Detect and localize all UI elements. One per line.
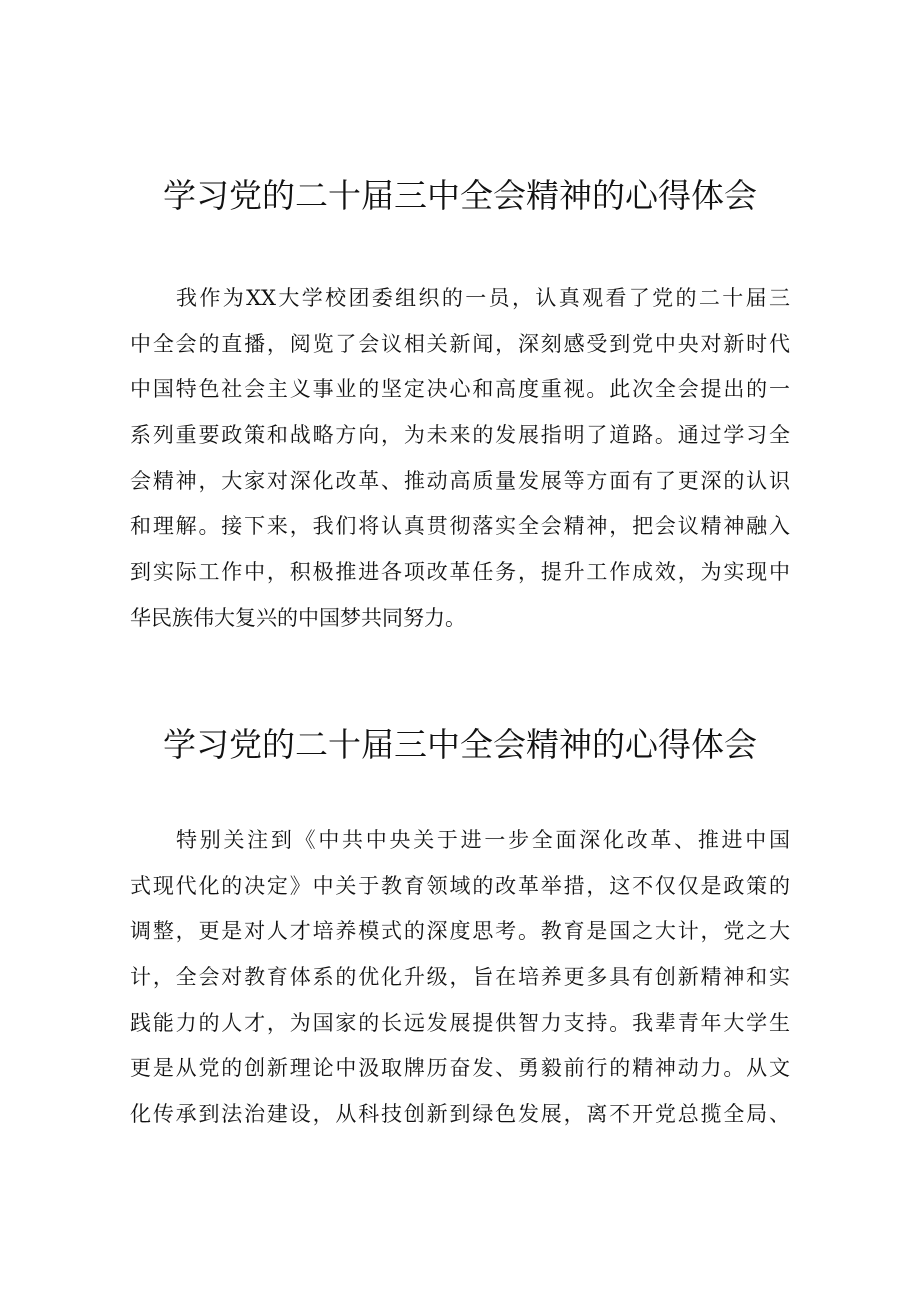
paragraph-line: 中国特色社会主义事业的坚定决心和高度重视。此次全会提出的一 xyxy=(130,377,790,402)
paragraph-line: 践能力的人才，为国家的长远发展提供智力支持。我辈青年大学生 xyxy=(130,1010,790,1035)
paragraph-line: 到实际工作中，积极推进各项改革任务，提升工作成效，为实现中 xyxy=(130,560,790,585)
paragraph-line: 和理解。接下来，我们将认真贯彻落实全会精神，把会议精神融入 xyxy=(130,514,790,539)
paragraph xyxy=(130,818,790,1138)
section-title: 学习党的二十届三中全会精神的心得体会 xyxy=(163,725,757,764)
paragraph-line: 特别关注到《中共中央关于进一步全面深化改革、推进中国 xyxy=(176,828,790,852)
paragraph-line: 我作为XX大学校团委组织的一员，认真观看了党的二十届三 xyxy=(176,286,790,310)
paragraph-line: 会精神，大家对深化改革、推动高质量发展等方面有了更深的认识 xyxy=(130,468,790,493)
section-title: 学习党的二十届三中全会精神的心得体会 xyxy=(163,176,757,215)
paragraph-line: 计，全会对教育体系的优化升级，旨在培养更多具有创新精神和实 xyxy=(130,965,790,990)
paragraph-line: 华民族伟大复兴的中国梦共同努力。 xyxy=(130,605,466,630)
paragraph-line: 中全会的直播，阅览了会议相关新闻，深刻感受到党中央对新时代 xyxy=(130,331,790,356)
paragraph-line: 调整，更是对人才培养模式的深度思考。教育是国之大计，党之大 xyxy=(130,919,790,944)
paragraph-line: 式现代化的决定》中关于教育领域的改革举措，这不仅仅是政策的 xyxy=(130,873,790,898)
paragraph-line: 更是从党的创新理论中汲取牌历奋发、勇毅前行的精神动力。从文 xyxy=(130,1056,790,1081)
paragraph xyxy=(130,276,790,642)
paragraph-line: 化传承到法治建设，从科技创新到绿色发展，离不开党总揽全局、 xyxy=(130,1102,790,1127)
paragraph-line: 系列重要政策和战略方向，为未来的发展指明了道路。通过学习全 xyxy=(130,423,790,448)
